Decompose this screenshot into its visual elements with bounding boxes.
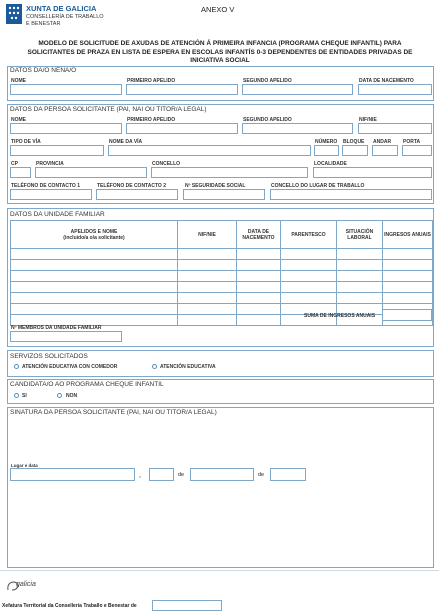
members-count-label: Nº MEMBROS DA UNIDADE FAMILIAR: [11, 325, 102, 331]
child-surname1-label: PRIMEIRO APELIDO: [127, 78, 176, 84]
social-security-field[interactable]: [183, 189, 265, 200]
title-line-3: INICIATIVA SOCIAL: [190, 57, 250, 64]
col-header-employment: SITUACIÓN LABORAL: [337, 221, 383, 249]
footer-bar: [0, 570, 439, 601]
applicant-surname2-label: SEGUNDO APELIDO: [243, 117, 292, 123]
applicant-name-label: NOME: [11, 117, 26, 123]
service-education-label: ATENCIÓN EDUCATIVA: [160, 364, 216, 370]
child-birthdate-field[interactable]: [358, 84, 432, 95]
block-field[interactable]: [342, 145, 368, 156]
day-field[interactable]: [149, 468, 174, 481]
workplace-council-label: CONCELLO DO LUGAR DE TRABALLO: [271, 183, 365, 189]
applicant-nif-field[interactable]: [358, 123, 432, 134]
door-label: PORTA: [403, 139, 421, 145]
applicant-surname1-label: PRIMEIRO APELIDO: [127, 117, 176, 123]
workplace-council-field[interactable]: [270, 189, 432, 200]
place-field[interactable]: [10, 468, 135, 481]
year-field[interactable]: [270, 468, 306, 481]
province-field[interactable]: [35, 167, 147, 178]
xunta-emblem-icon: [6, 4, 22, 24]
applicant-section-title: DATOS DA PERSOA SOLICITANTE (PAI, NAI OU TITOR/A LEGAL): [10, 106, 207, 113]
road-type-field[interactable]: [10, 145, 104, 156]
members-count-field[interactable]: [10, 331, 122, 342]
footer-recipient-label: Xefatura Territorial da Consellería Traballo e Benestar de: [2, 603, 137, 609]
footer-recipient-field[interactable]: [152, 600, 222, 611]
road-type-label: TIPO DE VÍA: [11, 139, 41, 145]
title-line-2: SOLICITANTES DE PRAZA EN LISTA DE ESPERA EN ESCOLAS INFANTÍS 0-3 DEPENDENTES DE ENTIDADES PRIVADAS DE: [27, 48, 413, 56]
service-education-radio[interactable]: [152, 364, 157, 369]
col-header-relationship: PARENTESCO: [281, 221, 337, 249]
page-title: [20, 40, 420, 66]
block-label: BLOQUE: [343, 139, 365, 145]
candidacy-yes-radio[interactable]: [14, 393, 19, 398]
number-label: NÚMERO: [315, 139, 338, 145]
col-header-birthdate: DATA DE NACEMENTO: [237, 221, 281, 249]
council-field[interactable]: [151, 167, 308, 178]
de-label-1: de: [178, 472, 185, 478]
candidacy-no-radio[interactable]: [57, 393, 62, 398]
applicant-surname1-field[interactable]: [126, 123, 238, 134]
phone1-label: TELÉFONO DE CONTACTO 1: [11, 183, 80, 189]
service-dining-label: ATENCIÓN EDUCATIVA CON COMEDOR: [22, 364, 118, 370]
applicant-name-field[interactable]: [10, 123, 122, 134]
council-label: CONCELLO: [152, 161, 181, 167]
service-dining-radio[interactable]: [14, 364, 19, 369]
social-security-label: Nº SEGURIDADE SOCIAL: [185, 183, 246, 189]
month-field[interactable]: [190, 468, 254, 481]
phone2-label: TELÉFONO DE CONTACTO 2: [97, 183, 166, 189]
col-header-nif: NIF/NIE: [178, 221, 237, 249]
galicia-logo-text: galicia: [16, 581, 36, 588]
child-birthdate-label: DATA DE NACEMENTO: [359, 78, 414, 84]
table-row: [11, 271, 433, 282]
candidacy-section-title: CANDIDATA/O AO PROGRAMA CHEQUE INFANTIL: [10, 381, 164, 388]
floor-label: ANDAR: [373, 139, 392, 145]
income-sum-label: SUMA DE INGRESOS ANUAIS: [304, 313, 376, 319]
place-date-label: Lugar e data: [11, 463, 38, 468]
table-row: [11, 249, 433, 260]
candidacy-yes-label: SI: [22, 393, 27, 399]
family-table: [10, 220, 433, 326]
signature-section-title: SINATURA DA PERSOA SOLICITANTE (PAI, NAI OU TITOR/A LEGAL): [10, 409, 217, 416]
cp-field[interactable]: [10, 167, 31, 178]
org-department: CONSELLERÍA DE TRABALLO: [26, 14, 104, 20]
child-name-label: NOME: [11, 78, 26, 84]
col-header-name: APELIDOS E NOME (incluído/a o/a solicitante): [11, 221, 178, 249]
child-surname2-label: SEGUNDO APELIDO: [243, 78, 292, 84]
xunta-logo: [6, 4, 116, 30]
number-field[interactable]: [314, 145, 339, 156]
child-surname2-field[interactable]: [242, 84, 353, 95]
locality-label: LOCALIDADE: [314, 161, 347, 167]
road-name-field[interactable]: [108, 145, 311, 156]
org-department-2: E BENESTAR: [26, 21, 61, 27]
org-name: XUNTA DE GALICIA: [26, 4, 97, 13]
child-section-title: DATOS DA/O NENA/O: [10, 67, 77, 74]
province-label: PROVINCIA: [36, 161, 64, 167]
table-row: [11, 293, 433, 304]
table-row: [11, 282, 433, 293]
child-name-field[interactable]: [10, 84, 122, 95]
door-field[interactable]: [402, 145, 432, 156]
candidacy-no-label: NON: [66, 393, 78, 399]
de-label-2: de: [258, 472, 265, 478]
road-name-label: NOME DA VÍA: [109, 139, 143, 145]
services-section-title: SERVIZOS SOLICITADOS: [10, 353, 88, 360]
family-section-title: DATOS DA UNIDADE FAMILIAR: [10, 211, 105, 218]
floor-field[interactable]: [372, 145, 398, 156]
title-line-1: MODELO DE SOLICITUDE DE AXUDAS DE ATENCIÓN Á PRIMEIRA INFANCIA (PROGRAMA CHEQUE INFANTIL) PARA: [38, 40, 402, 47]
table-row: [11, 260, 433, 271]
phone2-field[interactable]: [96, 189, 178, 200]
signature-section: [7, 407, 434, 568]
applicant-nif-label: NIF/NIE: [359, 117, 377, 123]
phone1-field[interactable]: [10, 189, 92, 200]
comma-separator: ,: [139, 472, 141, 479]
annex-label: ANEXO V: [201, 5, 235, 14]
child-surname1-field[interactable]: [126, 84, 238, 95]
applicant-surname2-field[interactable]: [242, 123, 353, 134]
locality-field[interactable]: [313, 167, 432, 178]
income-sum-field[interactable]: [382, 309, 432, 321]
cp-label: CP: [11, 161, 18, 167]
col-header-income: INGRESOS ANUAIS: [383, 221, 433, 249]
